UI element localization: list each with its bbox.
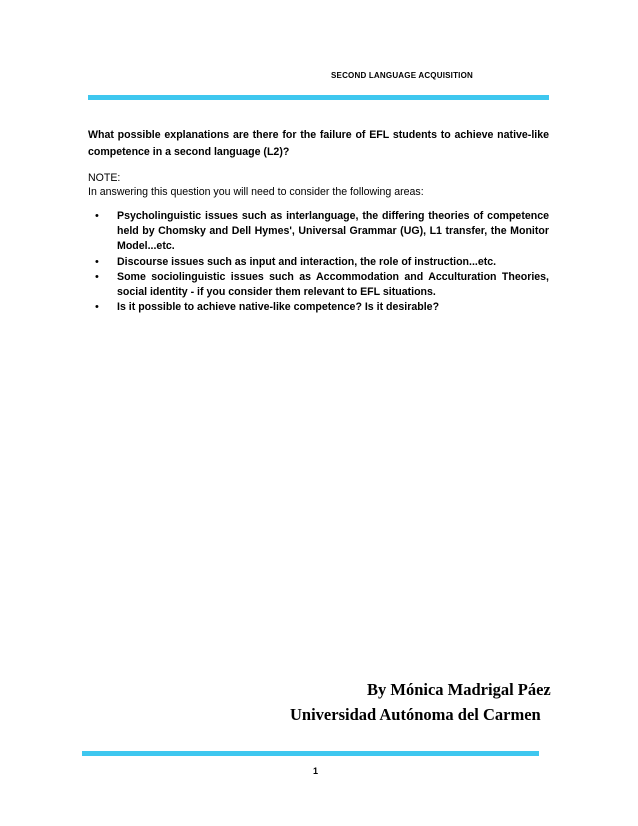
header-title-text: SECOND LANGUAGE ACQUISITION — [331, 71, 473, 80]
institution-line: Universidad Autónoma del Carmen — [290, 705, 541, 724]
header-divider-rule — [88, 95, 549, 100]
list-item-text: Discourse issues such as input and interaction, the role of instruction...etc. — [117, 255, 497, 268]
list-item — [88, 209, 549, 255]
essay-question: What possible explanations are there for the failure of EFL students to achieve native-like competence in a second language (L2)? — [88, 129, 549, 158]
consideration-areas-list — [88, 209, 549, 315]
list-item-text: Is it possible to achieve native-like competence? Is it desirable? — [117, 301, 440, 314]
list-item-text: Psycholinguistic issues such as interlanguage, the differing theories of competence held by Chomsky and Dell Hymes', Universal Grammar (UG), L1 transfer, the Monitor Model...etc. — [117, 210, 549, 253]
note-label: NOTE: — [88, 172, 121, 184]
bullet-icon: • — [95, 210, 99, 222]
bullet-icon: • — [95, 255, 99, 268]
bullet-icon: • — [95, 301, 99, 314]
page-number: 1 — [313, 766, 319, 776]
list-item-text: Some sociolinguistic issues such as Accommodation and Acculturation Theories, social identity - if you consider them relevant to EFL situations. — [117, 270, 549, 299]
footer-divider-rule — [82, 751, 539, 756]
list-item — [88, 255, 549, 270]
author-line: By Mónica Madrigal Páez — [367, 680, 551, 699]
bullet-icon: • — [95, 270, 99, 283]
list-item — [88, 270, 549, 300]
note-text: In answering this question you will need to consider the following areas: — [88, 186, 424, 198]
list-item — [88, 300, 549, 315]
